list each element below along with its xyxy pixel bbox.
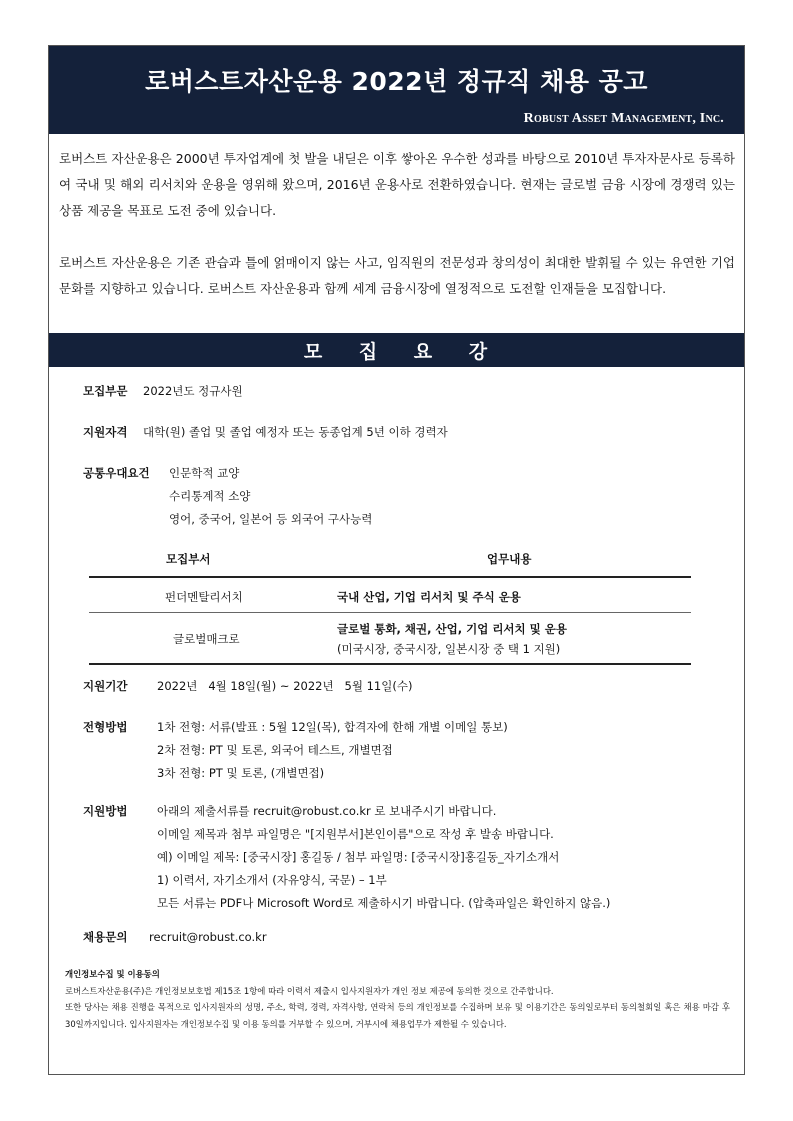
apply-line: 이메일 제목과 첨부 파일명은 "[지원부서]본인이름"으로 작성 후 발송 바랍니다. [157,827,554,841]
document-frame [48,45,745,1075]
screening-step: 3차 전형: PT 및 토론, (개별면접) [157,766,325,780]
screening-steps [157,716,508,785]
contact-label: 채용문의 [83,930,128,944]
contact-email: recruit@robust.co.kr [149,930,267,944]
apply-lines [157,800,610,915]
preference-list [169,462,372,531]
table-cell-duty-note: (미국시장, 중국시장, 일본시장 중 택 1 지원) [337,642,561,656]
screening-step: 2차 전형: PT 및 토론, 외국어 테스트, 개별면접 [157,743,393,757]
header-banner [49,46,744,134]
privacy-line-2: 또한 당사는 채용 진행을 목적으로 입사지원자의 성명, 주소, 학력, 경력, 자격사항, 연락처 등의 개인정보를 수집하며 보유 및 이용기간은 동의일로부터 동의철회일 혹은 채용 마감 후 30일까지입니다. 입사지원자는 개인정보수집 및 이용 동의를 거부할 수 있으며, 거부시에 채용업무가 제한될 수 있습니다. [65,1002,730,1029]
table-top-rule [89,576,691,578]
preference-item: 수리통계적 소양 [169,489,251,503]
intro-paragraph-1: 로버스트 자산운용은 2000년 투자업계에 첫 발을 내딛은 이후 쌓아온 우수한 성과를 바탕으로 2010년 투자자문사로 등록하여 국내 및 해외 리서치와 운용을 영위해 왔으며, 2016년 운용사로 전환하였습니다. 현재는 글로벌 금융 시장에 경쟁력 있는 상품 제공을 목표로 도전 중에 있습니다. [59,151,735,218]
preference-label: 공통우대요건 [83,466,150,480]
privacy-title: 개인정보수집 및 이용동의 [65,969,160,979]
period-label: 지원기간 [83,679,128,693]
table-cell-department: 펀더멘탈리서치 [165,590,243,604]
page-title: 로버스트자산운용 2022년 정규직 채용 공고 [145,67,648,96]
intro-paragraph-2: 로버스트 자산운용은 기존 관습과 틀에 얽매이지 않는 사고, 임직원의 전문성과 창의성이 최대한 발휘될 수 있는 유연한 기업 문화를 지향하고 있습니다. 로버스트 자산운용과 함께 세계 금융시장에 열정적으로 도전할 인재들을 모집합니다. [59,255,735,296]
apply-line: 예) 이메일 제목: [중국시장] 홍길동 / 첨부 파일명: [중국시장]홍길동_자기소개서 [157,850,560,864]
apply-label: 지원방법 [83,804,128,818]
table-cell-department: 글로벌매크로 [173,632,240,646]
table-cell-duty: 국내 산업, 기업 리서치 및 주식 운용 [337,590,521,604]
period-value: 2022년 4월 18일(월) ~ 2022년 5월 11일(수) [157,679,413,693]
preference-item: 인문학적 교양 [169,466,240,480]
privacy-line-1: 로버스트자산운용(주)은 개인정보보호법 제15조 1항에 따라 이력서 제출시 입사지원자가 개인 정보 제공에 동의한 것으로 간주합니다. [65,985,554,996]
screening-step: 1차 전형: 서류(발표 : 5월 12일(목), 합격자에 한해 개별 이메일 통보) [157,720,508,734]
preference-item: 영어, 중국어, 일본어 등 외국어 구사능력 [169,512,373,526]
section-banner [49,333,744,367]
division-value: 2022년도 정규사원 [143,384,243,398]
apply-line: 1) 이력서, 자기소개서 (자유양식, 국문) – 1부 [157,873,387,887]
screening-label: 전형방법 [83,720,128,734]
table-bottom-rule [89,663,691,665]
table-header-department: 모집부서 [166,552,211,566]
apply-line: 모든 서류는 PDF나 Microsoft Word로 제출하시기 바랍니다. (압축파일은 확인하지 않음.) [157,896,611,910]
table-cell-duty: 글로벌 통화, 채권, 산업, 기업 리서치 및 운용 [337,622,567,636]
table-header-duty: 업무내용 [487,552,532,566]
division-label: 모집부문 [83,384,128,398]
privacy-notice [65,966,730,1032]
section-title: 모 집 요 강 [303,341,490,363]
table-row-rule [89,612,691,613]
apply-line: 아래의 제출서류를 recruit@robust.co.kr 로 보내주시기 바랍니다. [157,804,497,818]
qualification-label: 지원자격 [83,425,128,439]
company-name: Robust Asset Management, Inc. [523,111,724,126]
qualification-value: 대학(원) 졸업 및 졸업 예정자 또는 동종업계 5년 이하 경력자 [143,425,448,439]
